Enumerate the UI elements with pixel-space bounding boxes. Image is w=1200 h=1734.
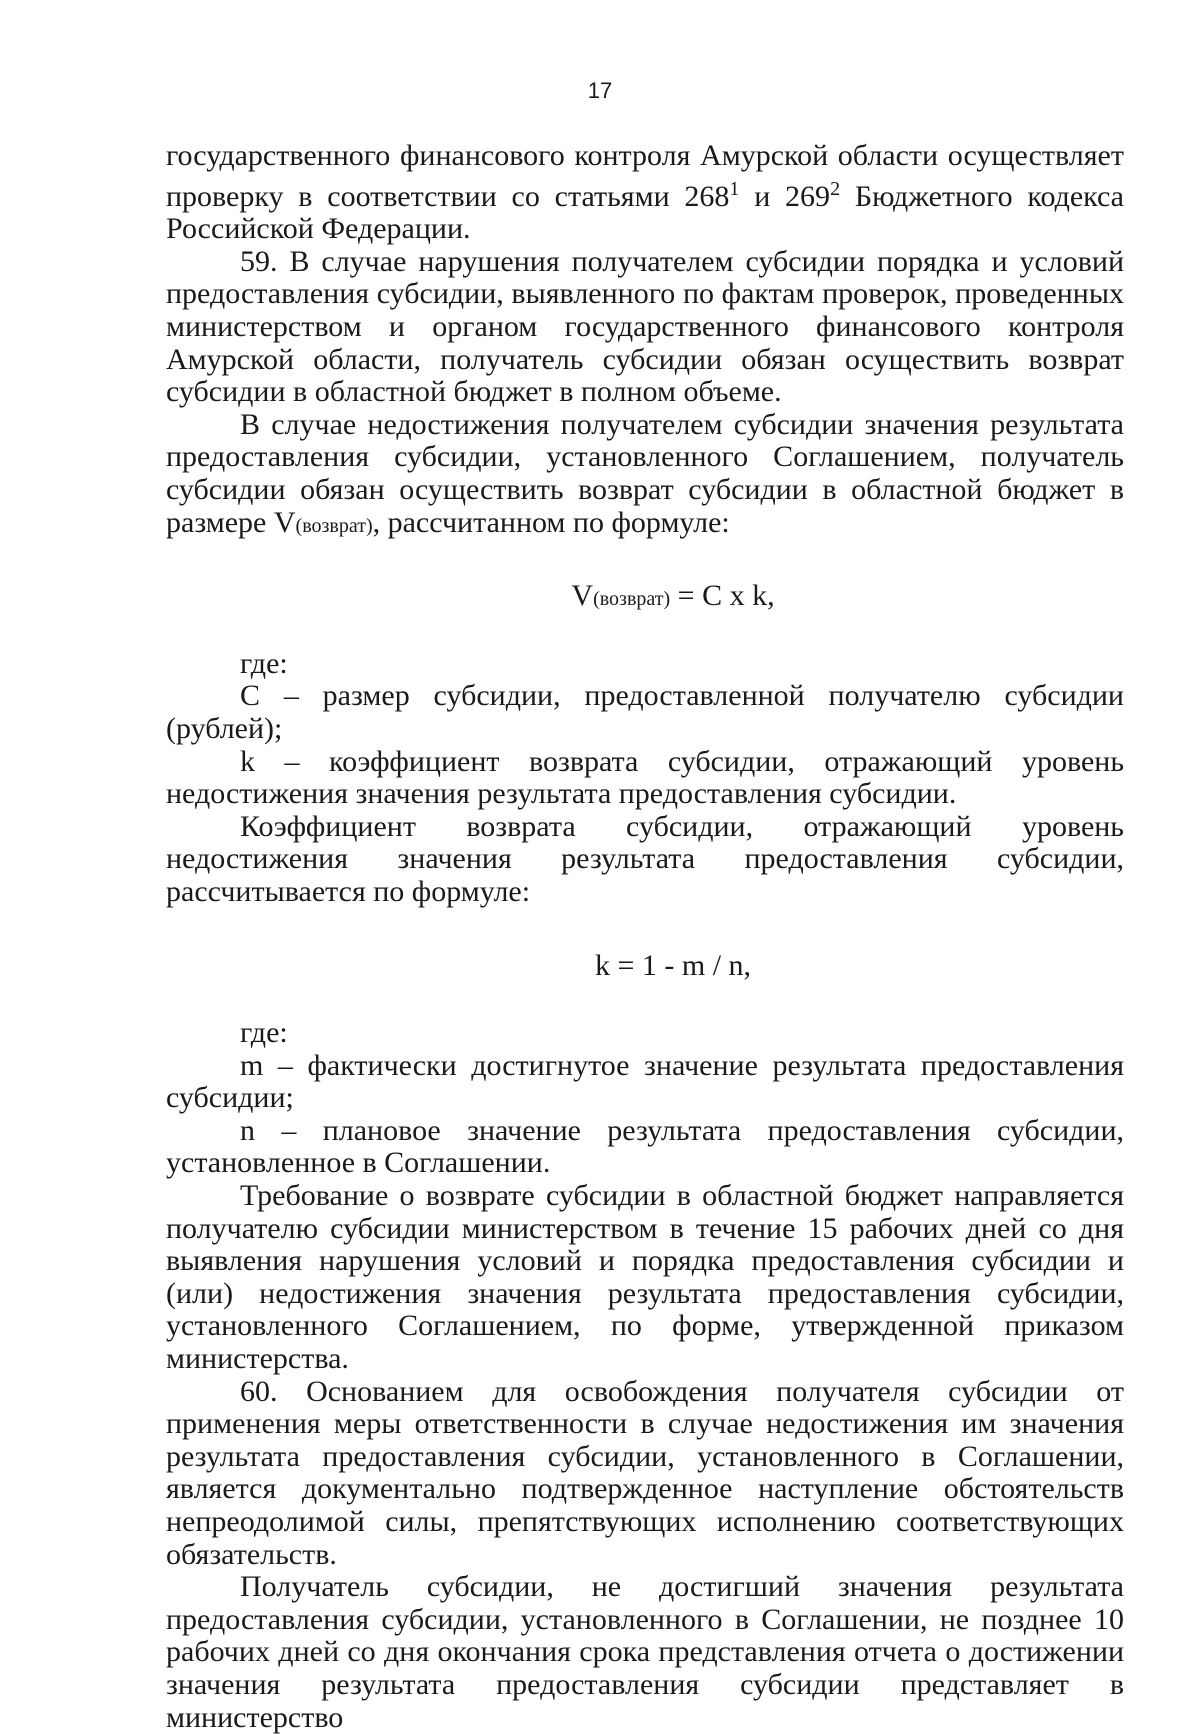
intro-line-2-a: проверку в соответствии со статьями 268 (166, 179, 730, 213)
definition-n: n – плановое значение результата предоставления субсидии, установленное в Соглашении. (166, 1113, 1124, 1180)
intro-line-1: государственного финансового контроля Амурской области осуществляет (166, 139, 1124, 172)
where-label-1: где: (240, 646, 288, 680)
formula-v-subscript: (возврат) (593, 588, 671, 611)
paragraph-nedostizhenie (166, 409, 1124, 542)
v-subscript: (возврат) (295, 514, 373, 537)
formula-v: V (571, 579, 594, 613)
paragraph-trebovanie: Требование о возврате субсидии в областной бюджет направляется получателю субсидии министерством в течение 15 рабочих дней со дня выявления нарушения условий и порядка предоставления субсидии и (или) недостижения значения результата предоставления субсидии, установленного Соглашением, по форме, утвержденной приказом министерства. (166, 1179, 1124, 1375)
paragraph-nedostizhenie-tail: , рассчитанном по формуле: (372, 505, 730, 539)
paragraph-59: 59. В случае нарушения получателем субсидии порядка и условий предоставления субсидии, выявленного по фактам проверок, проведенных министерством и органом государственного финансового контроля Амурской области, получатель субсидии обязан осуществить возврат субсидии в областной бюджет в полном объеме. (166, 244, 1124, 409)
page-number: 17 (587, 78, 613, 103)
paragraph-koefficient: Коэффициент возврата субсидии, отражающий уровень недостижения значения результата предоставления субсидии, рассчитывается по формуле: (166, 809, 1124, 908)
superscript-1: 1 (729, 177, 740, 200)
formula-k: k = 1 - m / n, (594, 949, 752, 983)
intro-line-2-c: Бюджетного кодекса (840, 179, 1124, 213)
paragraph-poluchatel: Получатель субсидии, не достигший значения результата предоставления субсидии, установленного в Соглашении, не позднее 10 рабочих дней со дня окончания срока представления отчета о достижении значения результата предоставления субсидии представляет в министерство (166, 1570, 1124, 1734)
definition-m: m – фактически достигнутое значение результата предоставления субсидии; (166, 1048, 1124, 1115)
paragraph-60: 60. Основанием для освобождения получателя субсидии от применения меры ответственности в случае недостижения им значения результата предоставления субсидии, установленного в Соглашении, является документально подтвержденное наступление обстоятельств непреодолимой силы, препятствующих исполнению соответствующих обязательств. (166, 1374, 1124, 1571)
formula-v-rest: = C x k, (670, 579, 775, 613)
definition-k: k – коэффициент возврата субсидии, отражающий уровень недостижения значения результата предоставления субсидии. (166, 744, 1124, 811)
definition-c: C – размер субсидии, предоставленной получателю субсидии (рублей); (166, 679, 1124, 745)
intro-line-2 (166, 173, 1124, 214)
intro-line-2-b: и 269 (739, 179, 831, 213)
paragraph-nedostizhenie-text: В случае недостижения получателем субсидии значения результата предоставления субсидии, установленного Соглашением, получатель субсидии обязан осуществить возврат субсидии в областной бюджет в размере V (166, 407, 1124, 539)
document-body (166, 140, 1124, 1734)
intro-line-3: Российской Федерации. (166, 212, 471, 246)
where-label-2: где: (240, 1016, 288, 1050)
formula-v-vozvrat (166, 580, 1124, 616)
superscript-2: 2 (830, 177, 841, 200)
